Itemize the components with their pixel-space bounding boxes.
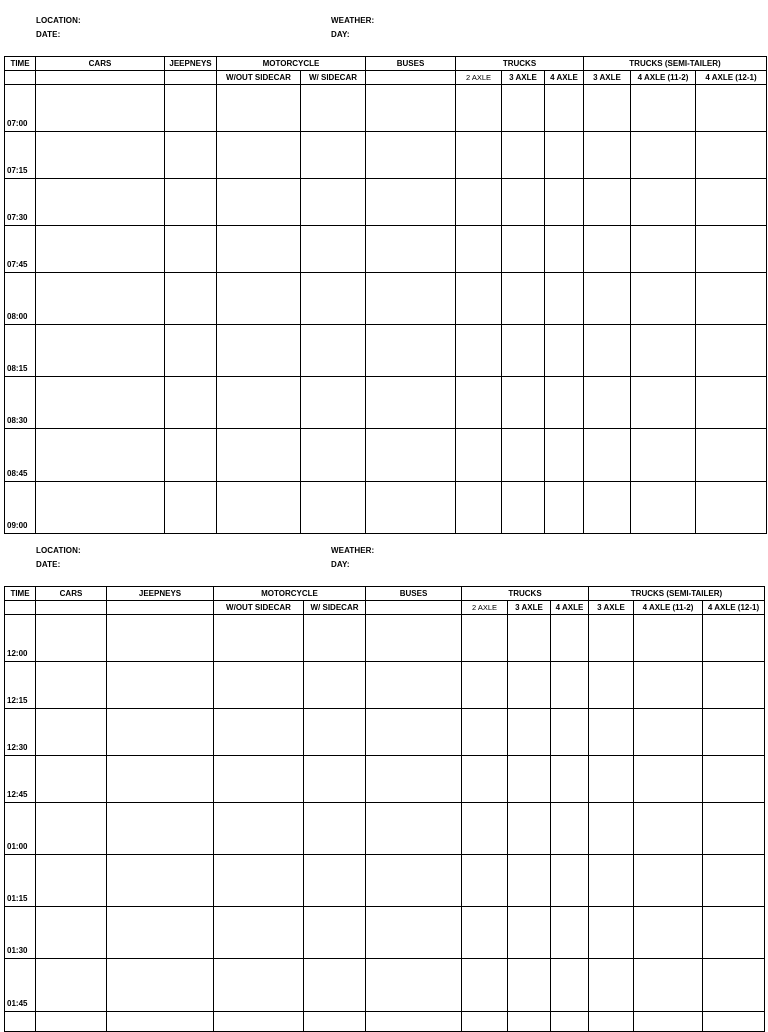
count-cell[interactable]	[631, 429, 696, 482]
count-cell[interactable]	[217, 179, 301, 226]
header-trucks-semi-trailer: TRUCKS (SEMI-TAILER)	[584, 57, 767, 71]
count-cell[interactable]	[584, 273, 631, 325]
count-cell[interactable]	[631, 132, 696, 179]
count-cell[interactable]	[502, 132, 545, 179]
count-cell[interactable]	[36, 226, 165, 273]
count-cell[interactable]	[366, 132, 456, 179]
count-cell[interactable]	[107, 1012, 214, 1032]
count-cell[interactable]	[584, 179, 631, 226]
count-cell[interactable]	[301, 377, 366, 429]
location-label: LOCATION:	[36, 546, 81, 555]
count-cell[interactable]	[304, 756, 366, 803]
count-cell[interactable]	[304, 662, 366, 709]
count-cell[interactable]	[456, 179, 502, 226]
count-cell[interactable]	[214, 907, 304, 959]
count-cell[interactable]	[551, 615, 589, 662]
count-cell[interactable]	[366, 615, 462, 662]
count-cell[interactable]	[508, 803, 551, 855]
header-trucks: TRUCKS	[462, 587, 589, 601]
time-cell: 12:30	[5, 709, 36, 756]
count-cell[interactable]	[301, 179, 366, 226]
subheader-empty	[36, 601, 107, 615]
count-cell[interactable]	[217, 482, 301, 534]
header-without-sidecar: W/OUT SIDECAR	[217, 71, 301, 85]
count-cell[interactable]	[508, 709, 551, 756]
count-cell[interactable]	[545, 377, 584, 429]
count-cell[interactable]	[462, 803, 508, 855]
location-label: LOCATION:	[36, 16, 81, 25]
time-cell: 01:15	[5, 855, 36, 907]
count-cell[interactable]	[165, 85, 217, 132]
count-cell[interactable]	[545, 325, 584, 377]
header-time: TIME	[5, 587, 36, 601]
count-cell[interactable]	[634, 803, 703, 855]
count-cell[interactable]	[634, 709, 703, 756]
count-cell[interactable]	[456, 85, 502, 132]
count-cell[interactable]	[502, 377, 545, 429]
count-cell[interactable]	[696, 132, 767, 179]
time-cell: 07:15	[5, 132, 36, 179]
header-cars: CARS	[36, 587, 107, 601]
count-cell[interactable]	[366, 325, 456, 377]
count-cell[interactable]	[366, 179, 456, 226]
count-cell[interactable]	[545, 273, 584, 325]
header-time: TIME	[5, 57, 36, 71]
count-cell[interactable]	[304, 959, 366, 1012]
time-cell: 08:30	[5, 377, 36, 429]
count-cell[interactable]	[589, 907, 634, 959]
count-cell[interactable]	[456, 273, 502, 325]
count-cell[interactable]	[36, 959, 107, 1012]
subheader-empty	[165, 71, 217, 85]
count-cell[interactable]	[214, 662, 304, 709]
time-cell: 01:30	[5, 907, 36, 959]
count-cell[interactable]	[502, 85, 545, 132]
count-cell[interactable]	[634, 959, 703, 1012]
count-cell[interactable]	[456, 226, 502, 273]
count-cell[interactable]	[462, 855, 508, 907]
header-semi-4-axle-11-2: 4 AXLE (11-2)	[631, 71, 696, 85]
weather-label: WEATHER:	[331, 546, 375, 555]
count-cell[interactable]	[36, 132, 165, 179]
time-cell: 08:00	[5, 273, 36, 325]
count-cell[interactable]	[301, 273, 366, 325]
count-cell[interactable]	[36, 273, 165, 325]
count-cell[interactable]	[589, 1012, 634, 1032]
count-cell[interactable]	[631, 377, 696, 429]
count-cell[interactable]	[107, 756, 214, 803]
count-cell[interactable]	[703, 855, 765, 907]
count-cell[interactable]	[462, 907, 508, 959]
count-cell[interactable]	[165, 325, 217, 377]
count-cell[interactable]	[551, 756, 589, 803]
count-cell[interactable]	[703, 615, 765, 662]
count-cell[interactable]	[551, 1012, 589, 1032]
header-trucks-3-axle: 3 AXLE	[508, 601, 551, 615]
count-cell[interactable]	[217, 377, 301, 429]
subheader-empty	[5, 71, 36, 85]
count-cell[interactable]	[304, 855, 366, 907]
count-cell[interactable]	[301, 429, 366, 482]
count-cell[interactable]	[696, 429, 767, 482]
time-cell: 07:30	[5, 179, 36, 226]
count-cell[interactable]	[703, 907, 765, 959]
header-with-sidecar: W/ SIDECAR	[301, 71, 366, 85]
header-trucks-4-axle: 4 AXLE	[545, 71, 584, 85]
count-cell[interactable]	[696, 226, 767, 273]
count-cell[interactable]	[634, 615, 703, 662]
count-cell[interactable]	[301, 85, 366, 132]
count-cell[interactable]	[703, 803, 765, 855]
count-cell[interactable]	[36, 179, 165, 226]
count-cell[interactable]	[217, 325, 301, 377]
count-cell[interactable]	[703, 1012, 765, 1032]
count-cell[interactable]	[214, 615, 304, 662]
count-cell[interactable]	[107, 803, 214, 855]
count-cell[interactable]	[584, 429, 631, 482]
count-cell[interactable]	[301, 132, 366, 179]
subheader-empty	[5, 601, 36, 615]
time-cell: 01:00	[5, 803, 36, 855]
count-cell[interactable]	[551, 803, 589, 855]
count-cell[interactable]	[589, 709, 634, 756]
count-cell[interactable]	[551, 662, 589, 709]
time-cell: 12:45	[5, 756, 36, 803]
count-cell[interactable]	[214, 709, 304, 756]
count-cell[interactable]	[107, 615, 214, 662]
count-cell[interactable]	[696, 482, 767, 534]
count-cell[interactable]	[502, 226, 545, 273]
header-trucks-2-axle: 2 AXLE	[462, 601, 508, 615]
count-cell[interactable]	[36, 429, 165, 482]
count-cell[interactable]	[366, 85, 456, 132]
count-cell[interactable]	[456, 325, 502, 377]
count-cell[interactable]	[703, 959, 765, 1012]
count-cell[interactable]	[107, 907, 214, 959]
count-cell[interactable]	[696, 377, 767, 429]
count-cell[interactable]	[366, 855, 462, 907]
count-cell[interactable]	[214, 855, 304, 907]
count-cell[interactable]	[36, 377, 165, 429]
count-cell[interactable]	[634, 756, 703, 803]
count-cell[interactable]	[508, 756, 551, 803]
count-cell[interactable]	[366, 377, 456, 429]
count-cell[interactable]	[631, 226, 696, 273]
count-cell[interactable]	[36, 662, 107, 709]
count-cell[interactable]	[631, 325, 696, 377]
header-semi-3-axle: 3 AXLE	[589, 601, 634, 615]
header-buses: BUSES	[366, 587, 462, 601]
day-label: DAY:	[331, 560, 350, 569]
count-cell[interactable]	[214, 756, 304, 803]
count-cell[interactable]	[366, 959, 462, 1012]
count-cell[interactable]	[545, 226, 584, 273]
date-label: DATE:	[36, 560, 61, 569]
time-cell: 09:00	[5, 482, 36, 534]
count-cell[interactable]	[304, 615, 366, 662]
count-cell[interactable]	[217, 85, 301, 132]
count-cell[interactable]	[551, 907, 589, 959]
count-cell[interactable]	[508, 959, 551, 1012]
count-cell[interactable]	[589, 756, 634, 803]
count-cell[interactable]	[366, 907, 462, 959]
count-cell[interactable]	[304, 907, 366, 959]
count-cell[interactable]	[366, 226, 456, 273]
count-cell[interactable]	[696, 179, 767, 226]
count-cell[interactable]	[703, 756, 765, 803]
count-cell[interactable]	[301, 482, 366, 534]
count-cell[interactable]	[36, 482, 165, 534]
count-cell[interactable]	[36, 709, 107, 756]
count-cell[interactable]	[462, 662, 508, 709]
count-cell[interactable]	[214, 959, 304, 1012]
count-cell[interactable]	[631, 179, 696, 226]
count-cell[interactable]	[584, 226, 631, 273]
weather-label: WEATHER:	[331, 16, 375, 25]
count-cell[interactable]	[589, 855, 634, 907]
count-cell[interactable]	[214, 803, 304, 855]
count-cell[interactable]	[456, 429, 502, 482]
count-cell[interactable]	[508, 615, 551, 662]
count-cell[interactable]	[366, 273, 456, 325]
count-cell[interactable]	[551, 709, 589, 756]
count-cell[interactable]	[502, 325, 545, 377]
count-cell[interactable]	[631, 273, 696, 325]
count-cell[interactable]	[165, 179, 217, 226]
count-cell[interactable]	[584, 85, 631, 132]
time-cell	[5, 1012, 36, 1032]
count-cell[interactable]	[502, 482, 545, 534]
count-cell[interactable]	[366, 803, 462, 855]
header-motorcycle: MOTORCYCLE	[217, 57, 366, 71]
count-cell[interactable]	[107, 709, 214, 756]
count-cell[interactable]	[634, 907, 703, 959]
count-cell[interactable]	[107, 959, 214, 1012]
subheader-empty	[36, 71, 165, 85]
count-cell[interactable]	[36, 325, 165, 377]
count-cell[interactable]	[36, 756, 107, 803]
count-cell[interactable]	[502, 429, 545, 482]
count-cell[interactable]	[107, 662, 214, 709]
count-cell[interactable]	[631, 85, 696, 132]
count-cell[interactable]	[703, 662, 765, 709]
time-cell: 07:45	[5, 226, 36, 273]
count-cell[interactable]	[584, 132, 631, 179]
count-cell[interactable]	[589, 615, 634, 662]
count-cell[interactable]	[165, 429, 217, 482]
count-cell[interactable]	[304, 1012, 366, 1032]
count-cell[interactable]	[634, 1012, 703, 1032]
count-cell[interactable]	[366, 662, 462, 709]
time-cell: 07:00	[5, 85, 36, 132]
count-cell[interactable]	[36, 85, 165, 132]
count-cell[interactable]	[36, 615, 107, 662]
count-cell[interactable]	[631, 482, 696, 534]
count-cell[interactable]	[502, 273, 545, 325]
count-cell[interactable]	[545, 85, 584, 132]
count-cell[interactable]	[545, 429, 584, 482]
count-cell[interactable]	[366, 756, 462, 803]
count-cell[interactable]	[456, 132, 502, 179]
header-motorcycle: MOTORCYCLE	[214, 587, 366, 601]
count-cell[interactable]	[462, 1012, 508, 1032]
count-cell[interactable]	[462, 756, 508, 803]
count-cell[interactable]	[545, 132, 584, 179]
count-cell[interactable]	[366, 709, 462, 756]
subheader-empty	[107, 601, 214, 615]
header-semi-4-axle-12-1: 4 AXLE (12-1)	[703, 601, 765, 615]
count-cell[interactable]	[36, 1012, 107, 1032]
header-trucks-3-axle: 3 AXLE	[502, 71, 545, 85]
traffic-count-table-morning	[4, 56, 767, 534]
count-cell[interactable]	[304, 803, 366, 855]
header-buses: BUSES	[366, 57, 456, 71]
header-semi-3-axle: 3 AXLE	[584, 71, 631, 85]
count-cell[interactable]	[696, 85, 767, 132]
count-cell[interactable]	[584, 482, 631, 534]
count-cell[interactable]	[107, 855, 214, 907]
count-cell[interactable]	[508, 1012, 551, 1032]
count-cell[interactable]	[634, 855, 703, 907]
day-label: DAY:	[331, 30, 350, 39]
count-cell[interactable]	[217, 429, 301, 482]
count-cell[interactable]	[508, 907, 551, 959]
count-cell[interactable]	[366, 1012, 462, 1032]
count-cell[interactable]	[462, 959, 508, 1012]
count-cell[interactable]	[456, 377, 502, 429]
header-trucks-2-axle: 2 AXLE	[456, 71, 502, 85]
count-cell[interactable]	[36, 907, 107, 959]
time-cell: 08:15	[5, 325, 36, 377]
count-cell[interactable]	[589, 959, 634, 1012]
count-cell[interactable]	[545, 179, 584, 226]
count-cell[interactable]	[589, 662, 634, 709]
time-cell: 08:45	[5, 429, 36, 482]
count-cell[interactable]	[456, 482, 502, 534]
count-cell[interactable]	[165, 273, 217, 325]
count-cell[interactable]	[584, 325, 631, 377]
count-cell[interactable]	[703, 709, 765, 756]
count-cell[interactable]	[217, 273, 301, 325]
count-cell[interactable]	[36, 803, 107, 855]
subheader-empty	[366, 71, 456, 85]
count-cell[interactable]	[551, 959, 589, 1012]
count-cell[interactable]	[366, 482, 456, 534]
time-cell: 12:00	[5, 615, 36, 662]
count-cell[interactable]	[634, 662, 703, 709]
header-trucks: TRUCKS	[456, 57, 584, 71]
count-cell[interactable]	[502, 179, 545, 226]
time-cell: 01:45	[5, 959, 36, 1012]
count-cell[interactable]	[165, 132, 217, 179]
subheader-empty	[366, 601, 462, 615]
count-cell[interactable]	[36, 855, 107, 907]
header-jeepneys: JEEPNEYS	[165, 57, 217, 71]
count-cell[interactable]	[301, 325, 366, 377]
count-cell[interactable]	[462, 615, 508, 662]
count-cell[interactable]	[301, 226, 366, 273]
count-cell[interactable]	[696, 273, 767, 325]
count-cell[interactable]	[165, 377, 217, 429]
count-cell[interactable]	[508, 855, 551, 907]
count-cell[interactable]	[696, 325, 767, 377]
header-semi-4-axle-12-1: 4 AXLE (12-1)	[696, 71, 767, 85]
header-cars: CARS	[36, 57, 165, 71]
header-jeepneys: JEEPNEYS	[107, 587, 214, 601]
count-cell[interactable]	[589, 803, 634, 855]
count-cell[interactable]	[584, 377, 631, 429]
header-without-sidecar: W/OUT SIDECAR	[214, 601, 304, 615]
traffic-count-table-afternoon	[4, 586, 765, 1032]
time-cell: 12:15	[5, 662, 36, 709]
count-cell[interactable]	[165, 226, 217, 273]
count-cell[interactable]	[366, 429, 456, 482]
header-trucks-4-axle: 4 AXLE	[551, 601, 589, 615]
count-cell[interactable]	[545, 482, 584, 534]
date-label: DATE:	[36, 30, 61, 39]
count-cell[interactable]	[304, 709, 366, 756]
count-cell[interactable]	[508, 662, 551, 709]
count-cell[interactable]	[214, 1012, 304, 1032]
header-trucks-semi-trailer: TRUCKS (SEMI-TAILER)	[589, 587, 765, 601]
count-cell[interactable]	[551, 855, 589, 907]
header-semi-4-axle-11-2: 4 AXLE (11-2)	[634, 601, 703, 615]
count-cell[interactable]	[217, 226, 301, 273]
count-cell[interactable]	[217, 132, 301, 179]
count-cell[interactable]	[165, 482, 217, 534]
header-with-sidecar: W/ SIDECAR	[304, 601, 366, 615]
count-cell[interactable]	[462, 709, 508, 756]
